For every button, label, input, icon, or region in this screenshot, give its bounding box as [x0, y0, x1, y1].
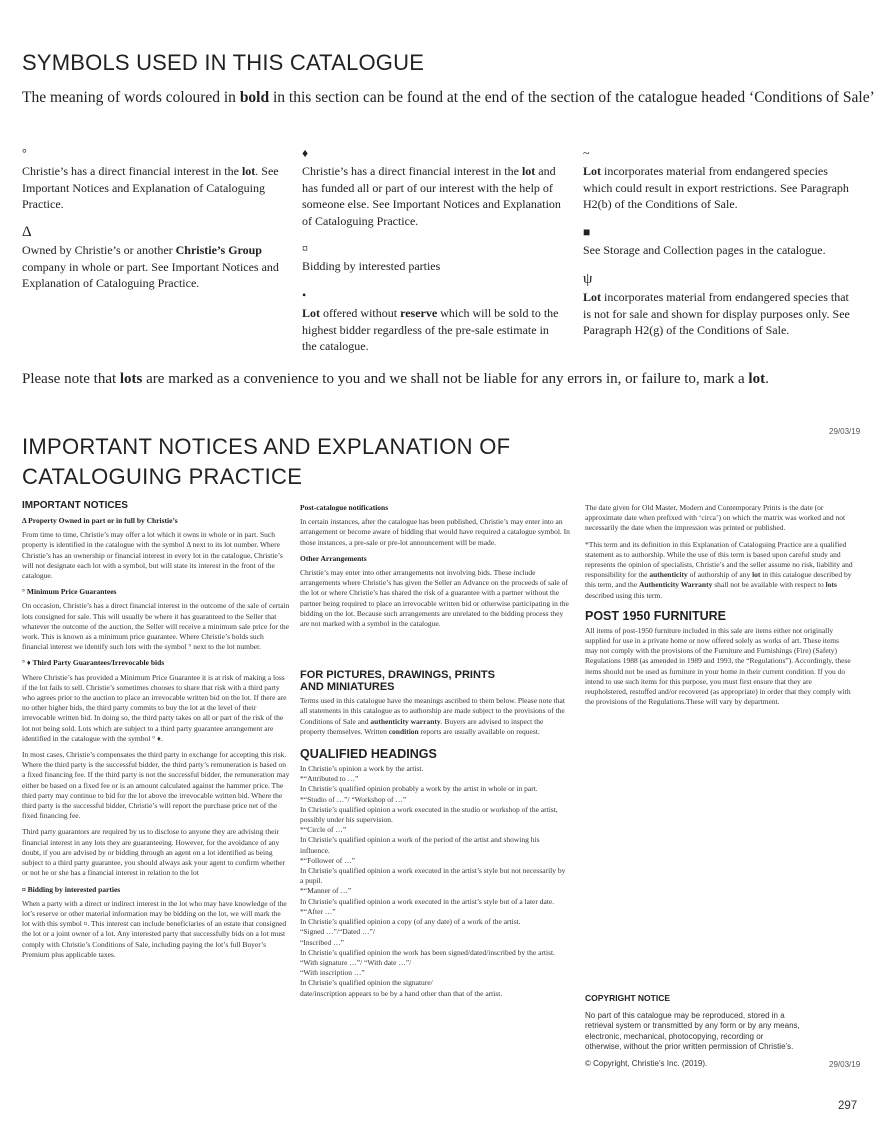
footer-date: 29/03/19 — [829, 1060, 861, 1069]
pictures-text: Terms used in this catalogue have the meanings ascribed to them below. Please note that all statements in this catalogue as to authorship are made subject to the provisions of the Conditions of Sale and authenticity warranty. Buyers are advised to inspect the property themselves. Written condition reports are usually available on request. — [300, 696, 565, 736]
list-item: In Christie’s qualified opinion a work executed in the studio or workshop of the artist, possibly under his supervision. — [300, 804, 558, 825]
symbols-title: SYMBOLS USED IN THIS CATALOGUE — [22, 50, 425, 75]
symbol-interested-parties: ¤ Bidding by interested parties — [302, 240, 564, 275]
list-item: “Signed …”/“Dated …”/ — [300, 927, 375, 937]
copyright-line: © Copyright, Christie’s Inc. (2019). — [585, 1058, 708, 1068]
post-catalogue-text: In certain instances, after the catalogue has been published, Christie’s may enter into an arrangement or become aware of bidding that would have required a catalogue symbol. In those instances, a pre-sale or pre-lot announcement will be made. — [300, 517, 570, 547]
other-arrangements-title: Other Arrangements — [300, 553, 367, 563]
third-party-text-3: Third party guarantors are required by us to disclose to anyone they are advising their financial interest in any lots they are guaranteeing. However, for the avoidance of any doubt, if you are advised by or bidding through an agent on a lot identified as being subject to a third party guarantee, you should always ask your agent to confirm whether or not he or she has a financial interest in relation to the lot — [22, 827, 286, 878]
notices-column-1 — [22, 500, 290, 966]
symbol-without-reserve: • Lot offered without reserve which will be sold to the highest bidder regardless of the pre-sale estimate in the catalogue. — [302, 287, 564, 355]
notices-column-2 — [300, 503, 570, 999]
list-item: In Christie’s opinion a work by the artist. — [300, 764, 424, 774]
list-item: *“Follower of …” — [300, 855, 355, 865]
symbols-intro: The meaning of words coloured in bold in this section can be found at the end of the section of the catalogue headed ‘Conditions of Sale’ — [22, 89, 875, 106]
symbol-direct-interest: ° Christie’s has a direct financial interest in the lot. See Important Notices and Explanation of Cataloguing Practice. — [22, 145, 290, 213]
symbol-storage-collection: ■ See Storage and Collection pages in the catalogue. — [583, 224, 853, 259]
third-party-title: ° ♦ Third Party Guarantees/Irrevocable bids — [22, 658, 165, 668]
list-item: *“After …” — [300, 906, 336, 916]
bullet-symbol-icon: • — [302, 288, 307, 302]
print-date-text: The date given for Old Master, Modern and Contemporary Prints is the date (or approximate date when prefixed with ‘circa’) on which the matrix was worked and not necessarily the date when the impression was printed or published. — [585, 503, 846, 533]
tilde-symbol-icon: ~ — [583, 146, 590, 160]
important-notices-heading: IMPORTANT NOTICES — [22, 500, 128, 511]
list-item: “Inscribed …” — [300, 937, 344, 947]
lots-marking-note: Please note that lots are marked as a convenience to you and we shall not be liable for any errors in, or failure to, mark a lot. — [22, 371, 769, 387]
list-item: *“Studio of …”/ “Workshop of …” — [300, 794, 407, 804]
owned-section-text: From time to time, Christie’s may offer a lot which it owns in whole or in part. Such property is identified in the catalogue with the symbol Δ next to its lot number. Where Christie’s has an ownership or financial interest in every lot in the catalogue, Christie’s will not designate each lot with a symbol, but will state its interest in the front of the catalogue. — [22, 530, 283, 581]
interested-parties-text: When a party with a direct or indirect interest in the lot who may have knowledge of the lot’s reserve or other material information may be bidding on the lot, we will mark the lot with this symbol ¤. This interest can include beneficiaries of an estate that consigned the lot or a joint owner of a lot. Any interested party that successfully bids on a lot must comply with Christie’s Conditions of Sale, including paying the lot’s full Buyer’s Premium plus applicable taxes. — [22, 898, 287, 959]
list-item: In Christie’s qualified opinion a work of the period of the artist and showing his influence. — [300, 835, 540, 855]
list-item: In Christie’s qualified opinion the signature/ — [300, 978, 433, 988]
list-item: date/inscription appears to be by a hand other than that of the artist. — [300, 988, 503, 998]
post-1950-furniture-title: POST 1950 FURNITURE — [585, 608, 727, 623]
list-item: *“Manner of …” — [300, 886, 352, 896]
diamond-symbol-icon: ♦ — [302, 146, 309, 160]
list-item: In Christie’s qualified opinion a work executed in the artist’s style but of a later date. — [300, 896, 555, 906]
post-catalogue-title: Post-catalogue notifications — [300, 503, 389, 512]
page-number: 297 — [838, 1100, 858, 1112]
list-item: In Christie’s qualified opinion a copy (of any date) of a work of the artist. — [300, 917, 521, 927]
copyright-notice — [585, 993, 800, 1069]
list-item: *“Attributed to …” — [300, 774, 359, 784]
list-item: “With signature …”/ “With date …”/ — [300, 957, 412, 967]
third-party-text-1: Where Christie’s has provided a Minimum Price Guarantee it is at risk of making a loss if the lot fails to sell. Christie’s sometimes chooses to share that risk with a third party who agrees prior to the auction to place an irrevocable written bid on the lot. If there are no other higher bids, the third party commits to buy the lot at the level of their irrevocable written bid. In doing so, the third party takes on all or part of the risk of the lot not being sold. Lots which are subject to a third party guarantee arrangement are identified in the catalogue with the symbol ° ♦. — [22, 672, 287, 743]
list-item: In Christie’s qualified opinion a work executed in the artist’s style but not necessarily by a pupil. — [300, 866, 566, 886]
owned-section-title: Δ Property Owned in part or in full by Christie’s — [22, 516, 178, 525]
minimum-guarantee-text: On occasion, Christie’s has a direct financial interest in the outcome of the sale of certain lots consigned for sale. This will usually be where it has guaranteed to the Seller that whatever the outcome of the auction, the Seller will receive a minimum sale price for the work. This is known as a minimum price guarantee. Where Christie’s holds such financial interest we identify such lots with the symbol ° next to the lot number. — [22, 601, 290, 652]
pictures-heading: FOR PICTURES, DRAWINGS, PRINTS AND MINIATURES — [300, 669, 495, 694]
other-arrangements-text: Christie’s may enter into other arrangements not involving bids. These include arrangements where Christie’s has given the Seller an Advance on the proceeds of sale of the lot or where Christie’s has shared the risk of a guarantee with a partner without the partner being required to place an irrevocable written bid or otherwise participating in the bidding on the lot. Because such arrangements are unrelated to the bidding process they are not marked with a symbol in the catalogue. — [300, 568, 569, 629]
revision-date: 29/03/19 — [829, 427, 861, 436]
qualified-statement-text: *This term and its definition in this Explanation of Cataloguing Practice are a qualified statement as to authorship. While the use of this term is based upon careful study and represents the opinion of specialists, Christie’s and the seller assume no risk, liability and responsibility for the authenticity of authorship of any lot in this catalogue described by this term, and the Authenticity Warranty shall not be available with respect to lots described using this term. — [585, 539, 853, 600]
currency-symbol-icon: ¤ — [302, 241, 308, 255]
symbol-funded-interest: ♦ Christie’s has a direct financial interest in the lot and has funded all or part of our interest with the help of someone else. See Important Notices and Explanation of Cataloguing Practice. — [302, 145, 564, 229]
square-symbol-icon: ■ — [583, 225, 591, 239]
symbol-owned-by-christies: Δ Owned by Christie’s or another Christie’s Group company in whole or part. See Important Notices and Explanation of Cataloguing Practice. — [22, 224, 290, 292]
copyright-text: No part of this catalogue may be reproduced, stored in a retrieval system or transmitted by any form or by any means, electronic, mechanical, photocopying, recording or otherwise, without the prior written permission of Christie’s. — [585, 1010, 800, 1051]
list-item: In Christie’s qualified opinion probably a work by the artist in whole or in part. — [300, 784, 538, 794]
psi-symbol-icon: ψ — [583, 271, 593, 287]
third-party-text-2: In most cases, Christie’s compensates the third party in exchange for accepting this risk. Where the third party is the successful bidder, the third party’s remuneration is based on a fixed financing fee. If the third party is not the successful bidder, the remuneration may either be based on a fixed fee or is an amount calculated against the hammer price. The third party may continue to bid for the lot above the irrevocable written bid. Where the third party is the successful bidder, Christie’s will report the purchase price net of the fixed financing fee. — [22, 750, 290, 821]
post-1950-furniture-text: All items of post-1950 furniture included in this sale are items either not originally supplied for use in a private home or now offered solely as works of art. These items may not comply with the provisions of the Furniture and Furnishings (Fire) (Safety) Regulations 1988 (as amended in 1989 and 1993, the “Regulations”). Accordingly, these items should not be used as furniture in your home in their current condition. If you do intend to use such items for this purpose, you must first ensure that they are reupholstered, restuffed and/or recovered (as appropriate) in order that they comply with the provisions of the Regulations.These will vary by department. — [585, 625, 851, 707]
qualified-headings-title: QUALIFIED HEADINGS — [300, 747, 437, 762]
symbol-endangered-export: ~ Lot incorporates material from endangered species which could result in export restrictions. See Paragraph H2(b) of the Conditions of Sale. — [583, 145, 853, 213]
minimum-guarantee-title: ° Minimum Price Guarantees — [22, 587, 117, 597]
list-item: In Christie’s qualified opinion the work has been signed/dated/inscribed by the artist. — [300, 947, 555, 957]
list-item: *“Circle of …” — [300, 825, 347, 835]
qualified-headings-list — [300, 764, 570, 999]
notices-column-3 — [585, 503, 853, 713]
degree-symbol-icon: ° — [22, 146, 27, 160]
notices-title: IMPORTANT NOTICES AND EXPLANATION OF CATALOGUING PRACTICE — [22, 434, 511, 489]
copyright-title: COPYRIGHT NOTICE — [585, 993, 671, 1003]
delta-symbol-icon: Δ — [22, 224, 32, 240]
symbol-endangered-display: ψ Lot incorporates material from endangered species that is not for sale and shown for display purposes only. See Paragraph H2(g) of the Conditions of Sale. — [583, 271, 853, 339]
interested-parties-title: ¤ Bidding by interested parties — [22, 884, 121, 894]
list-item: “With inscription …” — [300, 968, 365, 978]
